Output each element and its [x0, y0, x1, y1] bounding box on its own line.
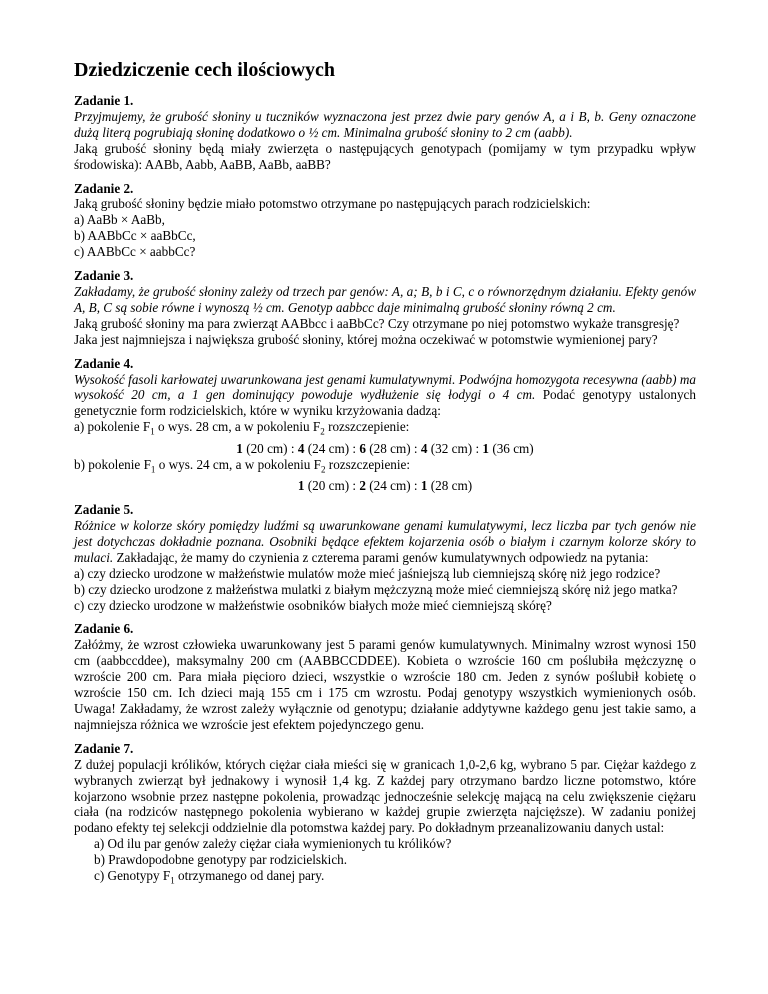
task-question: Jaką grubość słoniny ma para zwierząt AABbcc i aaBbCc? Czy otrzymane po niej potomstwo wykaże transgresję?: [74, 315, 680, 331]
task-5: [74, 502, 696, 613]
task-question: Z dużej populacji królików, których ciężar ciała mieści się w granicach 1,0-2,6 kg, wybrano 5 par. Ciężar każdego z wybranych zwierząt był jednakowy i wynosił 1,4 kg. Z każdej pary otrzymano bardzo liczne potomstwo, które kojarzono wsobnie przez następne pokolenia, prowadząc jednocześnie selekcję mającą na celu zwiększenie ciężaru ciała (na rodziców następnego pokolenia wybierano w każdej grupie zwierzęta najcięższe). W zadaniu poniżej podano efekty tej selekcji oddzielnie dla potomstwa każdej pary. Po dokładnym przeanalizowaniu danych ustal:: [74, 756, 696, 836]
task-premise: Wysokość fasoli karłowatej uwarunkowana jest genami kumulatywnymi. Podwójna homozygota recesywna (aabb) ma wysokość 20 cm, a 1 gen dominujący powoduje wydłużenie się łodygi o 4 cm.: [74, 371, 696, 403]
list-item: b) AABbCc × aaBbCc,: [74, 228, 196, 244]
task-title: Zadanie 4.: [74, 355, 134, 371]
task-question: Jaką grubość słoniny będzie miało potomstwo otrzymane po następujących parach rodzicielskich:: [74, 196, 591, 212]
task-premise: Różnice w kolorze skóry pomiędzy ludźmi są uwarunkowane genami kumulatywymi, lecz liczba par tych genów nie jest dotychczas dokładnie poznana. Osobniki będące efektem kojarzenia osób o białym i czarnym kolorze skóry to mulaci.: [74, 518, 696, 565]
list-item: a) czy dziecko urodzone w małżeństwie mulatów może mieć jaśniejszą lub ciemniejszą skórę niż jego rodzice?: [74, 565, 661, 581]
list-item: c) czy dziecko urodzone w małżeństwie osobników białych może mieć ciemniejszą skórę?: [74, 597, 552, 613]
task-7: [74, 741, 696, 890]
task-title: Zadanie 6.: [74, 621, 134, 637]
task-4: [74, 356, 696, 495]
task-body: [74, 372, 696, 420]
task-title: Zadanie 3.: [74, 268, 134, 284]
list-item: a) Od ilu par genów zależy ciężar ciała wymienionych tu królików?: [94, 836, 452, 852]
list-item: c) AABbCc × aabbCc?: [74, 244, 196, 260]
task-body: [74, 518, 696, 566]
list-item: b) Prawdopodobne genotypy par rodzicielskich.: [94, 852, 348, 868]
task-3: [74, 268, 696, 348]
task-2: [74, 181, 696, 261]
list-item: b) pokolenie $F_1$ o wys. 24 cm, a w pokoleniu $F_2$ rozszczepienie:: [74, 456, 411, 475]
task-question: Podać genotypy ustalonych genetycznie form rodzicielskich, które w wyniku krzyżowania dadzą:: [74, 387, 697, 419]
task-premise: Przyjmujemy, że grubość słoniny u tuczników wyznaczona jest przez dwie pary genów A, a i B, b. Geny oznaczone dużą literą pogrubiają słoninę dodatkowo o ½ cm. Minimalna grubość słoniny to 2 cm (aabb).: [74, 108, 696, 140]
page-title: Dziedziczenie cech ilościowych: [74, 59, 336, 81]
task-title: Zadanie 7.: [74, 740, 134, 756]
list-item: c) Genotypy $F_1$ otrzymanego od danej pary.: [94, 868, 325, 886]
task-question: Jaką grubość słoniny będą miały zwierzęta o następujących genotypach (pomijamy w tym przypadku wpływ środowiska): AABb, Aabb, AaBB, AaBb, aaBB?: [74, 140, 696, 172]
task-title: Zadanie 1.: [74, 93, 134, 108]
task-1: [74, 93, 696, 173]
task-question: Zakładając, że mamy do czynienia z czterema parami genów kumulatywnych odpowiedz na pytania:: [116, 549, 649, 565]
list-item: b) czy dziecko urodzone z małżeństwa mulatki z białym mężczyzną może mieć ciemniejszą skórę niż jego matka?: [74, 581, 678, 597]
task-premise: Zakładamy, że grubość słoniny zależy od trzech par genów: A, a; B, b i C, c o równorzędnym działaniu. Efekty genów A, B, C są sobie równe i wynoszą ½ cm. Genotyp aabbcc daje minimalną grubość słoniny równą 2 cm.: [74, 283, 696, 315]
ratio-line: 1 (20 cm) : 2 (24 cm) : 1 (28 cm): [297, 478, 473, 494]
list-item: a) pokolenie $F_1$ o wys. 28 cm, a w pokoleniu $F_2$ rozszczepienie:: [74, 419, 410, 437]
task-title: Zadanie 5.: [74, 502, 134, 518]
task-question: Załóżmy, że wzrost człowieka uwarunkowany jest 5 parami genów kumulatywnych. Minimalny wzrost wynosi 150 cm (aabbccddee), maksymalny 200 cm (AABBCCDDEE). Kobieta o wzroście 160 cm poślubiła mężczyznę o wzroście 200 cm. Para miała pięcioro dzieci, wszystkie o wzroście 180 cm. Jeden z synów poślubił kobietę o wzroście 150 cm. Ich dzieci mają 155 cm i 175 cm wzrostu. Podaj genotypy wszystkich wymienionych osób. Uwaga! Zakładamy, że wzrost zależy wyłącznie od genotypu; działanie addytywne każdego genu jest takie samo, a najmniejsza różnica we wzroście jest efektem pojedynczego genu.: [74, 637, 696, 732]
list-item: a) AaBb × AaBb,: [74, 212, 165, 228]
task-6: [74, 621, 696, 732]
task-title: Zadanie 2.: [74, 180, 134, 196]
document: [74, 58, 696, 898]
task-question: Jaka jest najmniejsza i największa grubość słoniny, której można oczekiwać w potomstwie wymienionej pary?: [74, 331, 658, 347]
ratio-line: 1 (20 cm) : 4 (24 cm) : 6 (28 cm) : 4 (32 cm) : 1 (36 cm): [236, 440, 534, 456]
